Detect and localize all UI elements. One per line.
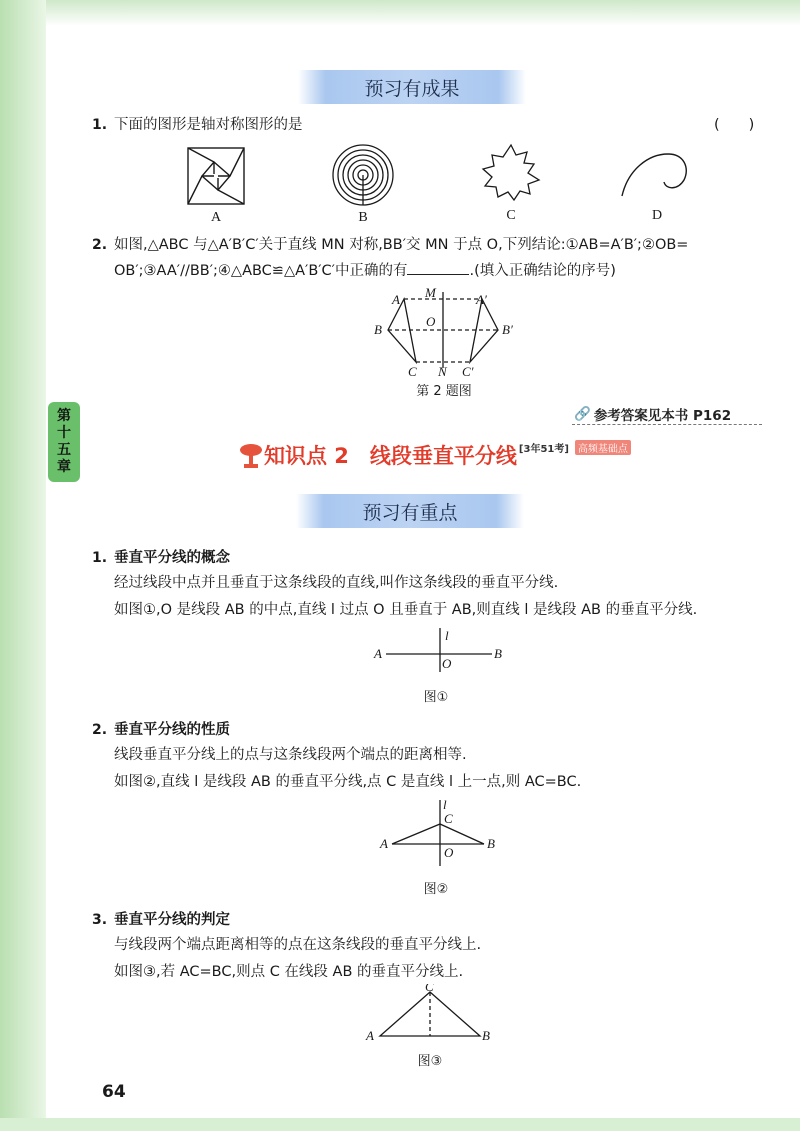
- fig-label-m: M: [425, 288, 436, 300]
- fig2-label-c: C: [444, 811, 453, 826]
- section-title: 预习有成果: [364, 77, 460, 100]
- section-title: 预习有重点: [362, 501, 458, 524]
- point-3-heading: [92, 908, 230, 929]
- chapter-tab-char: 第: [57, 408, 71, 424]
- question-1: [92, 112, 712, 138]
- figure-1: [370, 624, 510, 674]
- answer-bracket[interactable]: ( ): [714, 117, 755, 133]
- answer-reference-text: 参考答案见本书 P162: [593, 408, 732, 424]
- point-2-line2: 如图②,直线 l 是线段 AB 的垂直平分线,点 C 是直线 l 上一点,则 AC=BC.: [114, 774, 582, 790]
- question-2-line2: [114, 258, 774, 284]
- question-text: 下面的图形是轴对称图形的是: [114, 117, 303, 133]
- chapter-tab[interactable]: [48, 402, 80, 482]
- option-c-figure: [478, 142, 544, 204]
- point-number: 2.: [92, 722, 108, 738]
- point-heading-text: 垂直平分线的性质: [114, 722, 230, 738]
- question-2-figure-caption: 第 2 题图: [416, 384, 472, 399]
- page-bottom-edge: [0, 1118, 800, 1131]
- answer-reference-divider: [572, 424, 762, 425]
- point-3-line1: 与线段两个端点距离相等的点在这条线段的垂直平分线上.: [114, 937, 482, 953]
- lamp-icon: [238, 442, 264, 470]
- question-number: 1.: [92, 117, 108, 133]
- figure-3: [362, 984, 502, 1046]
- fig1-label-o: O: [442, 656, 452, 671]
- question-2: [92, 232, 772, 258]
- fig-label-a-prime: A′: [476, 292, 487, 307]
- question-2-figure: [364, 288, 524, 380]
- fig3-label-c: C: [425, 984, 434, 994]
- fig2-label-a: A: [380, 836, 388, 851]
- page-number: 64: [102, 1082, 126, 1102]
- answer-reference[interactable]: [574, 404, 731, 424]
- question-text-line2b: .(填入正确结论的序号): [469, 263, 616, 279]
- figure-2-caption: 图②: [423, 882, 449, 897]
- option-d-figure: [614, 148, 694, 200]
- figure-2: [370, 796, 510, 868]
- point-2-line1: 线段垂直平分线上的点与这条线段两个端点的距离相等.: [114, 747, 467, 763]
- fig-label-o: O: [426, 314, 436, 329]
- point-2-heading: [92, 718, 230, 739]
- question-text-line1: 如图,△ABC 与△A′B′C′关于直线 MN 对称,BB′交 MN 于点 O,下列结论:①AB=A′B′;②OB=: [114, 237, 689, 253]
- page-top-edge: [0, 0, 800, 26]
- knowledge-point-tag: [3年51考]: [518, 444, 569, 455]
- page-left-margin: [0, 0, 46, 1131]
- frequency-badge: 高频基础点: [575, 440, 631, 455]
- point-number: 3.: [92, 912, 108, 928]
- question-text-line2a: OB′;③AA′//BB′;④△ABC≌△A′B′C′中正确的有: [114, 263, 408, 279]
- fig1-label-l: l: [445, 628, 449, 643]
- answer-blank[interactable]: [407, 260, 469, 275]
- fig1-label-a: A: [374, 646, 382, 661]
- link-icon: 🔗: [574, 406, 591, 422]
- fig3-label-a: A: [366, 1028, 374, 1043]
- option-b-label: B: [358, 210, 368, 225]
- fig-label-a: A: [392, 292, 400, 307]
- point-1-line1: 经过线段中点并且垂直于这条线段的直线,叫作这条线段的垂直平分线.: [114, 575, 559, 591]
- knowledge-point-heading: [238, 440, 631, 470]
- fig-label-n: N: [438, 364, 447, 379]
- fig1-label-b: B: [494, 646, 502, 661]
- fig-label-b: B: [374, 322, 382, 337]
- option-c-label: C: [506, 208, 516, 223]
- option-a-figure: [184, 146, 248, 206]
- fig2-label-o: O: [444, 845, 454, 860]
- fig3-label-b: B: [482, 1028, 490, 1043]
- point-1-heading: [92, 546, 230, 567]
- point-heading-text: 垂直平分线的概念: [114, 550, 230, 566]
- fig-label-b-prime: B′: [502, 322, 513, 337]
- chapter-tab-char: 章: [57, 459, 71, 475]
- figure-1-caption: 图①: [423, 690, 449, 705]
- knowledge-point-title: 知识点 2 线段垂直平分线: [264, 444, 517, 468]
- fig-label-c: C: [408, 364, 417, 379]
- section-banner-preview-results: [298, 70, 526, 104]
- chapter-tab-char: 五: [57, 442, 71, 458]
- point-1-line2: 如图①,O 是线段 AB 的中点,直线 l 过点 O 且垂直于 AB,则直线 l 是线段 AB 的垂直平分线.: [114, 602, 698, 618]
- question-number: 2.: [92, 237, 108, 253]
- fig-label-c-prime: C′: [462, 364, 474, 379]
- figure-3-caption: 图③: [417, 1054, 443, 1069]
- option-b-figure: [330, 142, 396, 208]
- point-number: 1.: [92, 550, 108, 566]
- point-3-line2: 如图③,若 AC=BC,则点 C 在线段 AB 的垂直平分线上.: [114, 964, 464, 980]
- fig2-label-b: B: [487, 836, 495, 851]
- fig2-label-l: l: [443, 797, 447, 812]
- option-a-label: A: [210, 210, 222, 225]
- chapter-tab-char: 十: [57, 425, 71, 441]
- section-banner-preview-keypoints: [296, 494, 524, 528]
- point-heading-text: 垂直平分线的判定: [114, 912, 230, 928]
- option-d-label: D: [651, 208, 663, 223]
